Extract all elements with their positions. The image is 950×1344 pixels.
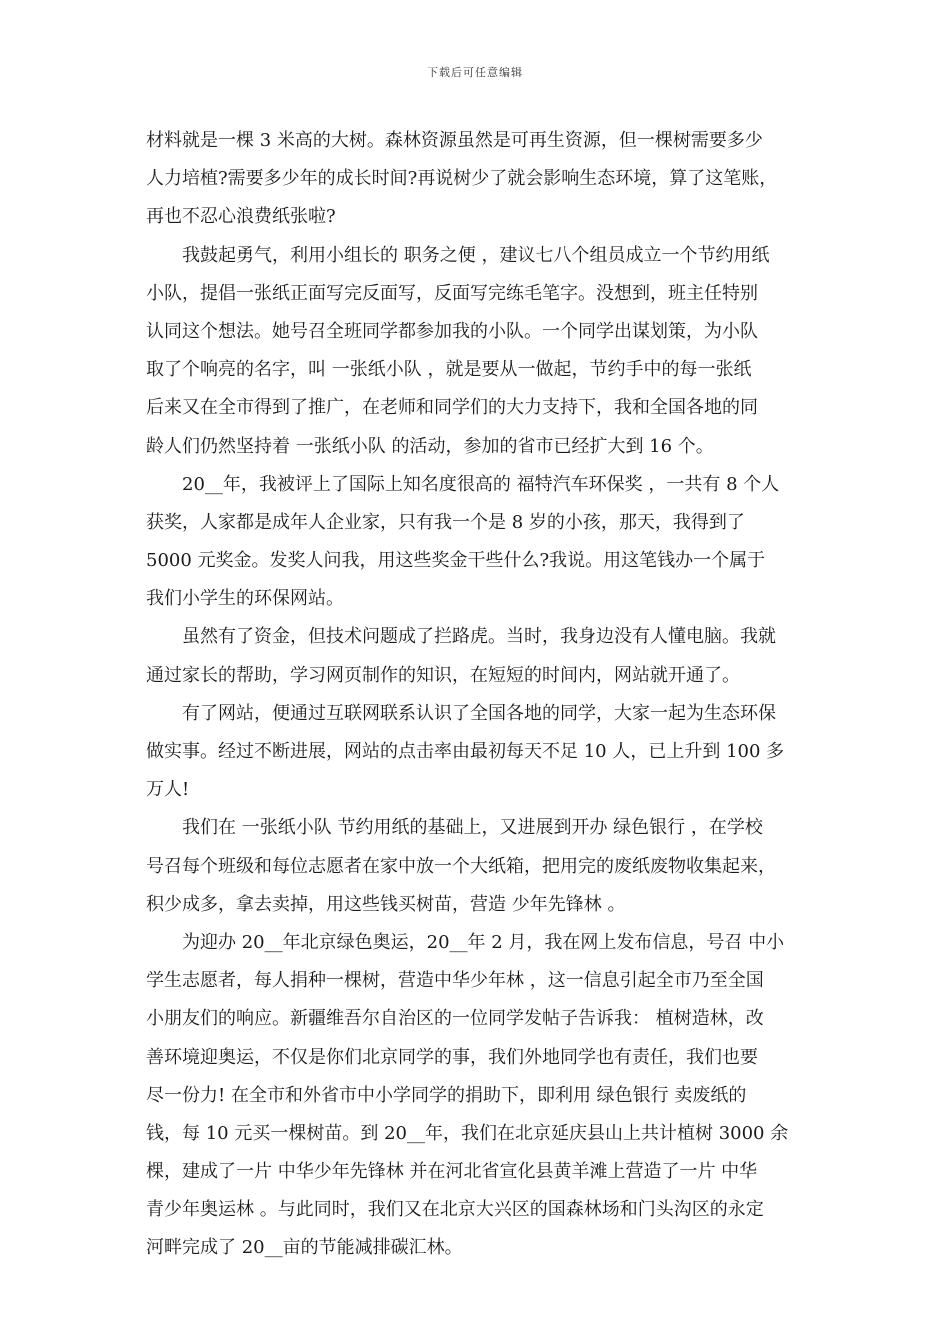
text-line: 20__年，我被评上了国际上知名度很高的 福特汽车环保奖 ，一共有 8 个人 bbox=[146, 473, 780, 495]
text-line: 学生志愿者，每人捐种一棵树，营造中华少年林 ，这一信息引起全市乃至全国 bbox=[146, 970, 764, 992]
text-line: 我鼓起勇气，利用小组长的 职务之便 ，建议七八个组员成立一个节约用纸 bbox=[146, 244, 770, 266]
text-line: 人力培植?需要多少年的成长时间?再说树少了就会影响生态环境，算了这笔账， bbox=[146, 168, 778, 190]
text-line: 钱，每 10 元买一棵树苗。到 20__年，我们在北京延庆县山上共计植树 3000 余 bbox=[146, 1122, 789, 1144]
text-line: 小朋友们的响应。新疆维吾尔自治区的一位同学发帖子告诉我： 植树造林，改 bbox=[146, 1008, 764, 1030]
text-line: 小队，提倡一张纸正面写完反面写，反面写完练毛笔字。没想到，班主任特别 bbox=[146, 282, 758, 304]
text-line: 获奖，人家都是成年人企业家，只有我一个是 8 岁的小孩，那天，我得到了 bbox=[146, 511, 745, 533]
document-body bbox=[146, 122, 816, 1268]
text-line: 后来又在全市得到了推广，在老师和同学们的大力支持下，我和全国各地的同 bbox=[146, 397, 758, 419]
text-line: 河畔完成了 20__亩的节能减排碳汇林。 bbox=[146, 1237, 463, 1259]
text-line: 龄人们仍然坚持着 一张纸小队 的活动，参加的省市已经扩大到 16 个。 bbox=[146, 435, 714, 457]
text-line: 我们在 一张纸小队 节约用纸的基础上，又进展到开办 绿色银行 ，在学校 bbox=[146, 817, 763, 839]
text-line: 棵，建成了一片 中华少年先锋林 并在河北省宣化县黄羊滩上营造了一片 中华 bbox=[146, 1161, 758, 1183]
text-line: 通过家长的帮助，学习网页制作的知识，在短短的时间内，网站就开通了。 bbox=[146, 664, 740, 686]
page-header: 下载后可任意编辑 bbox=[427, 66, 523, 79]
text-line: 取了个响亮的名字，叫 一张纸小队 ，就是要从一做起，节约手中的每一张纸 bbox=[146, 359, 752, 381]
text-line: 我们小学生的环保网站。 bbox=[146, 588, 344, 610]
text-line: 虽然有了资金，但技术问题成了拦路虎。当时，我身边没有人懂电脑。我就 bbox=[146, 626, 776, 648]
text-line: 为迎办 20__年北京绿色奥运，20__年 2 月，我在网上发布信息，号召 中小 bbox=[146, 931, 785, 953]
text-line: 号召每个班级和每位志愿者在家中放一个大纸箱，把用完的废纸废物收集起来， bbox=[146, 855, 776, 877]
text-line: 有了网站，便通过互联网联系认识了全国各地的同学，大家一起为生态环保 bbox=[146, 702, 776, 724]
text-line: 善环境迎奥运，不仅是你们北京同学的事，我们外地同学也有责任，我们也要 bbox=[146, 1046, 758, 1068]
text-line: 积少成多，拿去卖掉，用这些钱买树苗，营造 少年先锋林 。 bbox=[146, 893, 626, 915]
text-line: 再也不忍心浪费纸张啦? bbox=[146, 206, 336, 228]
text-line: 5000 元奖金。发奖人问我，用这些奖金干些什么?我说。用这笔钱办一个属于 bbox=[146, 550, 766, 572]
text-line: 万人! bbox=[146, 779, 190, 801]
text-line: 材料就是一棵 3 米高的大树。森林资源虽然是可再生资源，但一棵树需要多少 bbox=[146, 130, 763, 151]
text-line: 认同这个想法。她号召全班同学都参加我的小队。一个同学出谋划策，为小队 bbox=[146, 320, 758, 342]
text-line: 青少年奥运林 。与此同时，我们又在北京大兴区的国森林场和门头沟区的永定 bbox=[146, 1199, 764, 1221]
text-line: 做实事。经过不断进展，网站的点击率由最初每天不足 10 人，已上升到 100 多 bbox=[146, 741, 785, 762]
text-line: 尽一份力! 在全市和外省市中小学同学的捐助下，即利用 绿色银行 卖废纸的 bbox=[146, 1084, 747, 1106]
